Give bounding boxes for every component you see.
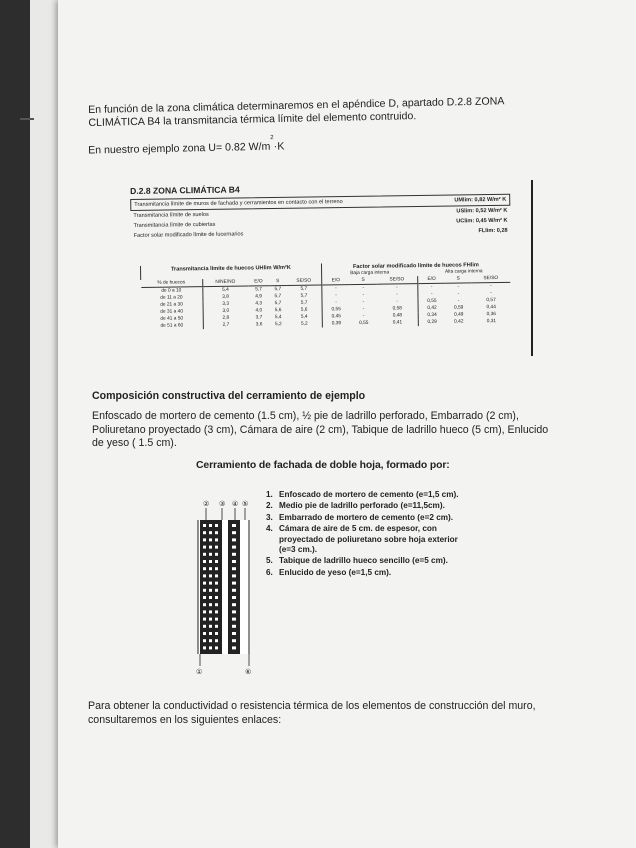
figure-title: Cerramiento de fachada de doble hoja, formado por:: [196, 460, 450, 471]
legend-item: [266, 568, 466, 578]
legend-item: [266, 513, 466, 523]
label-2: ②: [203, 500, 210, 508]
holes-cell: -: [418, 291, 446, 298]
legend-num: 5.: [266, 556, 273, 566]
holes-col-header: N/NE/NO: [202, 278, 248, 286]
page-edge-line: [531, 180, 533, 356]
holes-cell: 0,44: [486, 305, 496, 311]
holes-cell: 0,55: [322, 306, 350, 313]
holes-cell: 5,6: [274, 308, 282, 314]
zone-row-value: USlim: 0,52 W/m² K: [456, 207, 508, 215]
holes-cell: 0,55: [418, 298, 446, 305]
holes-cell: 3,6: [255, 322, 263, 328]
holes-cell: -: [322, 292, 350, 299]
holes-col-header: % de huecos: [157, 280, 186, 286]
holes-cell: 4,3: [255, 301, 263, 307]
holes-cell: 3,0: [203, 307, 249, 315]
wall-section-diagram: [184, 496, 254, 676]
holes-cell: 5,2: [300, 321, 308, 327]
legend-num: 6.: [266, 567, 273, 577]
holes-cell: 0,48: [392, 313, 403, 319]
holes-cell: 5,6: [300, 307, 308, 313]
intro-paragraph: En función de la zona climática determinaremos en el apéndice D, apartado D.2.8 ZONA CLIMÁTICA B4 la transmitancia térmica límite del elemento contruido.: [88, 95, 504, 129]
holes-cell: -: [457, 291, 460, 297]
holes-cell: 4,9: [255, 294, 263, 300]
zone-row-label: Transmitancia límite de muros de fachada y cerramientos en contacto con el terreno: [134, 199, 343, 208]
holes-cell: -: [457, 284, 460, 290]
label-5: ⑤: [242, 500, 249, 508]
holes-cell: -: [396, 299, 399, 305]
background-mark: [20, 118, 34, 120]
holes-col-header: SE/SO: [389, 277, 405, 283]
legend-item: [266, 524, 466, 555]
holes-cell: -: [457, 298, 460, 304]
holes-limits-table: [140, 261, 521, 330]
holes-cell: 3,8: [202, 293, 248, 301]
holes-cell: 0,49: [454, 312, 464, 318]
holes-cell: 0,41: [392, 320, 403, 326]
zone-row-value: FLlim: 0,28: [478, 227, 508, 235]
holes-cell: 5,7: [274, 301, 282, 307]
holes-cell: 0,58: [392, 306, 402, 312]
holes-cell: -: [490, 284, 492, 290]
holes-col-header: E/O: [321, 277, 349, 285]
holes-cell: de 0 a 10: [161, 288, 182, 294]
legend-text: Medio pie de ladrillo perforado (e=11,5cm).: [279, 501, 445, 511]
wall-top-labels: [203, 500, 248, 508]
holes-cell: -: [362, 313, 365, 319]
holes-cell: 0,39: [322, 320, 350, 327]
holes-cell: -: [362, 299, 365, 305]
holes-cell: 0,57: [486, 298, 496, 304]
document-page: [58, 0, 636, 848]
holes-cell: 5,4: [202, 286, 248, 294]
holes-cell: 0,34: [418, 312, 446, 319]
holes-cell: -: [418, 283, 446, 291]
holes-sub-high: Alta carga interna: [444, 269, 483, 275]
holes-cell: de 11 a 20: [160, 295, 183, 301]
holes-col-header: SE/SO: [483, 276, 499, 282]
holes-cell: -: [322, 285, 350, 293]
holes-cell: 2,8: [203, 314, 249, 322]
holes-cell: 5,4: [274, 315, 282, 321]
zone-row-label: Factor solar modificado límite de lucernarios: [133, 231, 244, 239]
holes-cell: 0,31: [486, 319, 497, 325]
holes-col-header: E/O: [254, 279, 263, 285]
legend-num: 3.: [266, 512, 273, 522]
holes-cell: 0,42: [418, 305, 446, 312]
intro-example: [88, 135, 285, 158]
holes-cell: 3,3: [202, 300, 248, 308]
wall-bottom-labels: [196, 668, 251, 676]
label-4: ④: [232, 500, 239, 508]
composition-title: Composición constructiva del cerramiento de ejemplo: [92, 390, 366, 402]
holes-head-solar: Factor solar modificado límite de huecos FHlim: [321, 261, 510, 271]
legend-text: Tabique de ladrillo hueco sencillo (e=5 cm).: [279, 556, 448, 566]
holes-cell: 5,7: [300, 300, 308, 306]
example-suffix: ·K: [273, 140, 285, 153]
holes-col-header: S: [456, 276, 460, 282]
holes-cell: 0,59: [453, 305, 464, 311]
holes-cell: de 51 a 60: [160, 323, 184, 329]
holes-cell: de 21 a 30: [160, 302, 183, 308]
holes-cell: 2,7: [203, 321, 249, 329]
zone-row-label: Transmitancia límite de suelos: [133, 211, 209, 219]
holes-head-transmitance: Transmitancia límite de huecos UHlim W/m²K: [140, 263, 321, 273]
holes-cell: 4,0: [255, 308, 263, 314]
label-6: ⑥: [245, 668, 252, 676]
holes-cell: 0,45: [322, 313, 350, 320]
holes-cell: de 31 a 40: [160, 309, 184, 315]
holes-cell: -: [362, 285, 365, 291]
holes-cell: 5,4: [300, 314, 308, 320]
zone-row-label: Transmitancia límite de cubiertas: [133, 221, 216, 229]
legend-num: 4.: [266, 524, 273, 534]
zone-row-value: UClim: 0,45 W/m² K: [456, 217, 508, 225]
label-1: ①: [196, 668, 203, 676]
holes-cell: 0,42: [454, 319, 464, 325]
example-sup: 2: [270, 135, 274, 142]
footer-paragraph: Para obtener la conductividad o resistencia térmica de los elementos de construcción del muro, consultaremos en los siguientes enlaces:: [88, 700, 536, 726]
holes-cell: 0,29: [418, 319, 446, 326]
holes-cell: -: [322, 299, 350, 306]
holes-table-body: [141, 282, 511, 330]
zone-limits-table: [130, 181, 511, 241]
holes-cell: -: [396, 292, 398, 298]
figure-legend: [266, 490, 466, 579]
legend-item: [266, 556, 466, 566]
zone-table-title: D.2.8 ZONA CLIMÁTICA B4: [130, 184, 240, 196]
holes-sub-low: Baja carga interna: [321, 269, 417, 277]
legend-item: [266, 490, 466, 500]
holes-cell: 3,7: [255, 315, 263, 321]
holes-col-header: E/O: [418, 276, 446, 284]
holes-cell: -: [362, 306, 365, 312]
legend-text: Enlucido de yeso (e=1,5 cm).: [279, 567, 392, 577]
legend-text: Embarrado de mortero de cemento (e=2 cm).: [279, 512, 454, 522]
zone-row-value: UMlim: 0,82 W/m² K: [454, 196, 507, 204]
holes-cell: de 41 a 50: [160, 316, 184, 322]
holes-col-header: S: [276, 279, 280, 285]
holes-cell: 5,2: [274, 322, 282, 328]
holes-cell: 5,7: [255, 287, 262, 293]
holes-cell: 5,7: [274, 294, 282, 300]
holes-cell: 5,7: [274, 287, 282, 293]
legend-num: 1.: [266, 490, 273, 499]
composition-body: Enfoscado de mortero de cemento (1.5 cm), ½ pie de ladrillo perforado, Embarrado (2 cm), Poliuretano proyectado (3 cm), Cámara de aire (2 cm), Tabique de ladrillo hueco (5 cm), Enlucido de yeso ( 1.5 cm).: [92, 410, 549, 449]
label-3: ③: [219, 500, 226, 508]
example-prefix: En nuestro ejemplo zona U= 0.82 W/m: [88, 140, 271, 157]
holes-cell: 0,36: [486, 312, 496, 318]
legend-num: 2.: [266, 501, 273, 511]
holes-cell: 5,7: [300, 286, 308, 292]
holes-cell: -: [490, 291, 492, 297]
holes-col-header: S: [361, 277, 365, 283]
holes-cell: -: [362, 292, 365, 298]
legend-text: Cámara de aire de 5 cm. de espesor, con proyectado de poliuretano sobre hoja exterior (e=3 cm.).: [279, 524, 458, 555]
legend-item: [266, 501, 466, 511]
holes-cell: -: [396, 285, 398, 291]
holes-cell: 0,55: [359, 320, 369, 326]
legend-text: Enfoscado de mortero de cemento (e=1,5 cm).: [279, 490, 459, 499]
holes-cell: 5,7: [300, 293, 308, 299]
holes-col-header: SE/SO: [296, 278, 312, 284]
